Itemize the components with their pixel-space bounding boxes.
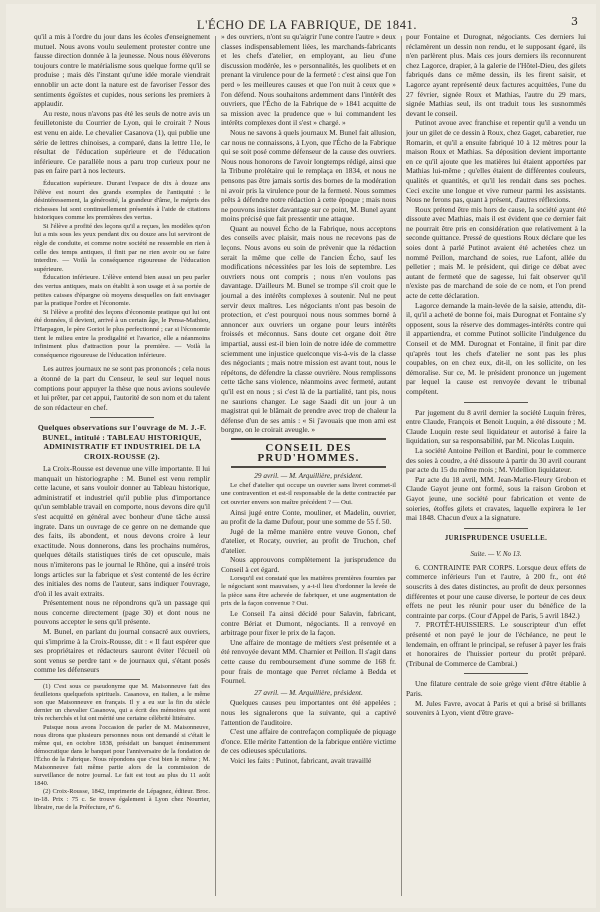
paragraph: pour Fontaine et Durognat, négociants. Ces derniers lui réclamèrent un dessin non rendu, et le supposant égaré, ils n'en parlèrent plus. Mais ces jours derniers ils reconnurent chez Lagorce, drapier, à la galerie de l'Hôtel-Dieu, des gilets fabriqués dans ce même dessin, ils les firent saisir, et Lagorce ayant représenté deux factures acquittées, l'une du 27 février, signée Roux et Mathias, l'autre du 29 mars, signée Mathias seul, ils ont traduit tous les susnommés devant le conseil. xyxy=(406,32,586,118)
paragraph: 7. PROTÊT-HUISSIERS. Le souscripteur d'un effet présenté et non payé le jour de l'échéance, ne peut le lendemain, en offrant le principal, se refuser à payer les frais et honoraires de l'huissier porteur du protêt préparé. (Tribunal de Commerce de Cambrai.) xyxy=(406,620,586,668)
section-divider xyxy=(90,417,153,418)
paragraph: Putinot avoue avec franchise et repentir qu'il a vendu un jour un gilet de ce dessin à Roux, chez Gaget, cabaretier, rue Romarin, et qu'il a ensuite fabriqué 10 à 12 mètres pour la maison Roux et Mathias. Sa déposition devient importante en ce qu'il ajoute que les matières lui étaient apportées par Mathias lui-même ; qu'elles étaient de différentes couleurs, qualités et quantités, et qu'il les rendait dans ses poches. Ceci excite une longue et vive rumeur parmi les assistants. Nous ne ferons pas, quant à présent, d'autres réflexions. xyxy=(406,118,586,205)
paragraph: Voici les faits : Putinot, fabricant, avait travaillé xyxy=(230,755,372,765)
paragraph: Éducation supérieure. Durant l'espace de dix à douze ans l'élève est nourri des grands exemples de l'antiquité : le désintéressement, la générosité, la grandeur d'âme, le mépris des richesses lui sont continuellement présentés à l'aide de citations historiques comme les premières des vertus. xyxy=(34,179,210,222)
paragraph: Une affaire de montage de métiers s'est présentée et a été renvoyée devant MM. Charnier et Peillon. Il s'agit dans cette cause du remboursement d'une somme de 168 fr. pour frais de montage que Perret réclame à Bedda et Fournel. xyxy=(221,637,396,686)
section-subtitle: Suite. — V. No 13. xyxy=(470,550,522,559)
footnote: (1) C'est sous ce pseudonyme que M. Maisonneuve fait des feuilletons quelquefois spirituels. Casanova, en italien, a le même son que Maisonneuve en français. Il y a eu sur la fin du siècle dernier un chevalier Casanova, qui a écrit des mémoires qui sont très recherchés et lui ont mérité une certaine célébrité littéraire. xyxy=(34,683,210,723)
paragraph: Quant au nouvel Écho de la Fabrique, nous acceptons des conseils avec plaisir, mais nous ne recevons pas de leçons. Nous avons eu soin de prévenir que la rédaction serait la même que celle de l'ancien Écho, sauf les modifications nécessitées par les lois de septembre. Les ouvriers nous ont compris ; nous n'en voulons pas davantage. D'ailleurs M. Bunel se trompe s'il croit que le journal a des intérêts complexes à soutenir. Nul ne peut servir deux maîtres. Les négociants n'ont pas besoin de protection, et c'est pourquoi nous nous sommes borné à annoncer aux ouvriers un organe pour leurs intérêts froissés et méconnus. Sans doute cet organe doit être impartial, aussi est-il bien loin de notre idée de commettre sciemment une injustice quelconque vis-à-vis de la classe des négociants ; mais notre mission est avant tout, nous le répétons, de défendre la classe ouvrière. Nous remplissons cette tâche sans violence, néanmoins avec fermeté, autant qu'il est en nous ; si c'est là de la partialité, tant pis, nous ne saurions changer. Le sage Saadi dit un jour à un magistrat qui le blâmait de prendre avec trop de chaleur la défense d'un de ses amis : « Si j'avouais que mon ami est borgne, on le croirait aveugle. » xyxy=(221,223,396,435)
paragraph: Éducation inférieure. L'élève entend bien aussi un peu parler des vertus antiques, mais on établit à son usage et à sa portée de petites caisses d'épargne où moyens desquelles on fait envisager par la pratique l'ordre et l'économie. xyxy=(34,274,210,308)
paragraph: 6. CONTRAINTE PAR CORPS. Lorsque deux effets de commerce inférieurs l'un et l'autre, à 200 fr., ont été souscrits à des dates distinctes, au profit de deux personnes différentes et pour une cause diverse, le porteur de ces deux effets ne peut les réunir pour user du bénéfice de la contrainte par corps. (Cour d'Appel de Paris, 5 avril 1842.) xyxy=(406,562,586,620)
paragraph: Lorsqu'il est constaté que les matières premières fournies par le négociant sont mauvaises, y a-t-il lieu d'ordonner la levée de la pièce sans être achevée de fabriquer, et une augmentation de prix de la façon convenue ? Oui. xyxy=(221,574,396,608)
paragraph: Le chef d'atelier qui occupe un ouvrier sans livret commet-il une contravention et est-il responsable de la dette contractée par cet ouvrier envers son maître précédent ? — Oui. xyxy=(221,481,396,506)
article-heading: Quelques observations sur l'ouvrage de M. J.-F. BUNEL, intitulé : TABLEAU HISTORIQUE, ADMINISTRATIF ET INDUSTRIEL DE LA CROIX-ROUSSE (2). xyxy=(37,423,207,461)
paragraph: M. Jules Favre, avocat à Paris et qui a brisé si brillants souvenirs à Lyon, vient d'être grave- xyxy=(406,698,586,718)
section-divider xyxy=(464,528,529,529)
paragraph: Les autres journaux ne se sont pas prononcés ; cela nous a étonné de la part du Censeur, le seul sur lequel nous comptions pour appuyer la thèse que nous avions soulevée et lui prêter, par cet appui, l'autorité de son nom et du talent de son rédacteur en chef. xyxy=(34,364,210,412)
newspaper-page xyxy=(6,4,596,908)
newspaper-title: L'ÉCHO DE LA FABRIQUE, DE 1841. xyxy=(196,18,418,32)
paragraph: Le Conseil l'a ainsi décidé pour Salavin, fabricant, contre Bériat et Dumont, négociants. Il a renvoyé en arbitrage pour fixer le prix de la façon. xyxy=(221,609,396,638)
session-date: 27 avril. — M. Arquillière, président. xyxy=(254,687,363,697)
footnote: Puisque nous avons l'occasion de parler de M. Maisonneuve, nous dirons que plusieurs personnes nous ont demandé si c'était le même qui, en octobre 1838, présidait un banquet éminemment démocratique dans le banquet pour l'anniversaire de la fondation de l'Écho de la Fabrique. Nous répondons que c'est bien le même ; M. Maisonneuve fait même partie alors de la commission de surveillance de notre journal. Le fait est tout au plus du 11 août 1840. xyxy=(34,723,210,788)
paragraph: C'est une affaire de contrefaçon compliquée de piquage d'once. Elle mérite l'attention de la fabrique entière victime de ces odieuses spéculations. xyxy=(221,727,396,756)
column-1 xyxy=(34,32,210,904)
paragraph: » des ouvriers, n'ont su qu'aigrir l'une contre l'autre » deux classes indispensablement liées, les marchands-fabricants et les chefs d'atelier, en employant, au lieu d'une discussion modérée, les » personnalités, les quolibets et en prenant la virulence pour de la fermeté : c'est ainsi que l'on perd » les meilleures causes et que l'on nuit à ceux que » l'on défend. Nous souhaitons ardemment dans l'intérêt des ouvriers, que l'Écho de la Fabrique de » 1841 acquitte de sa mission avec la prudence que » lui commandent les intérêts complexes dont il s'est » chargé. » xyxy=(221,32,396,128)
column-2 xyxy=(221,32,396,904)
paragraph: Au reste, nous n'avons pas été les seuls de notre avis un feuilletoniste du Courrier de Lyon, qui le croirait ? Nous est venu en aide. Le chevalier Casanova (1), qui publie une série de lettres chinoises, a comparé, dans la lettre 11e, le résultat de l'éducation supérieure et de l'éducation inférieure. Ce parallèle nous a paru trop curieux pour ne pas en faire part à nos lecteurs. xyxy=(34,108,210,176)
footnote: (2) Croix-Rousse, 1842, imprimerie de Lépagnez, éditeur. Broc. in-18. Prix : 75 c. Se trouve également à Lyon chez Nourrier, libraire, rue de la Préfecture, n° 6. xyxy=(34,788,210,812)
paragraph: Roux prétend être mis hors de cause, la société ayant été dissoute avec Mathias, mais il est évident que ce dernier fait ne pourrait être pris en considération que relativement à la seconde quittance. Pressé de questions Roux déclare que les soies dont à parlé Putinot avaient été achetées chez un nommé Peillon, marchand de soies, rue Lafont, allée du pelletier ; mais M. le président, qui dirige ce débat avec autant de fermeté que de sagesse, lui fait observer qu'il n'existe pas de marchand de soie de ce nom, et l'on prend acte de cette déclaration. xyxy=(406,204,586,301)
paragraph: Par acte du 18 avril, MM. Jean-Marie-Fleury Grobon et Claude Gayot jeune ont formé, sous la raison Grobon et Gayot jeune, une société pour fabrication et vente de soieries, étoffes gilets et cravates, laquelle expirera le 1er mai 1848. Chacun d'eux a la signature. xyxy=(406,474,586,523)
section-divider xyxy=(231,438,386,440)
session-date: 29 avril. — M. Arquillière, président. xyxy=(254,471,363,481)
paragraph: La Croix-Rousse est devenue une ville importante. Il lui manquait un historiographe : M. Bunel est venu remplir cette lacune, et sans vouloir donner au Tableau historique, administratif et industriel qu'il publie plus d'importance qu'un semblable travail en comporte, nous devons dire qu'il s'est acquitté en général avec bonheur d'une tâche aussi ingrate. Dans un ouvrage de ce genre on ne demande que des faits, ils abondent, et nous devons croire à leur exactitude. Nous donnerons, dans les prochains numéros, quelques détails statistiques tirés de cet opuscule, mais nous n'imiterons pas le journal le Rhône, qui a inséré trois longs articles sur la fabrique et s'est contenté de les écrire des initiales des noms de l'auteur, sans indiquer l'ouvrage, d'où il les avait extraits. xyxy=(34,463,210,598)
running-head xyxy=(36,14,578,34)
section-divider xyxy=(231,466,386,468)
paragraph: Présentement nous ne répondrons qu'à un passage qui nous concerne directement (page 30) et dont nous ne pouvons accepter le sens qu'il présente. xyxy=(34,598,210,627)
column-rule xyxy=(215,36,216,896)
paragraph: Nous approuvons complètement la jurisprudence du Conseil à cet égard. xyxy=(221,555,396,575)
paragraph: Jugé de la même manière entre veuve Gonon, chef d'atelier, et Rocaty, ouvrier, au profit de Truchon, chef d'atelier. xyxy=(221,526,396,555)
column-rule xyxy=(401,36,402,896)
section-title: JURISPRUDENCE USUELLE. xyxy=(444,534,548,542)
paragraph: Ainsi jugé entre Conte, mouliner, et Madelin, ouvrier, au profit de la dame Dufour, pour une somme de 55 f. 50. xyxy=(221,507,396,527)
paragraph: Nous ne savons à quels journaux M. Bunel fait allusion, car nous ne connaissons, à Lyon, que l'Écho de la Fabrique qui se soit posé comme défenseur de la cause des ouvriers. Nous nous honorons de l'avoir longtemps rédigé, ainsi que la Tribune prolétaire qui le remplaça en 1834, et nous ne pensons pas être jamais sortis des bornes de la modération ni avoir pris la virulence pour de la fermeté. Nous sommes prêts à défendre notre rédaction à cette époque ; mais nous ne pouvons insister davantage sur ce point, M. Bunel ayant moins précisé que fait pressentir une attaque. xyxy=(221,127,396,224)
paragraph: M. Bunel, en parlant du journal consacré aux ouvriers, qui s'imprime à la Croix-Rousse, dit : « Il faut espérer que ses propriétaires et rédacteurs sauront éviter l'écueil où sont venus se perdre tant » de journaux qui, s'étant posés comme les défenseurs xyxy=(34,627,210,675)
paragraph: Quelques causes peu importantes ont été appelées ; nous les signalerons que la suivante, qui a captivé l'attention de l'auditoire. xyxy=(221,698,396,727)
section-divider xyxy=(464,673,529,674)
paragraph: Si l'élève a profité des leçons d'économie pratique qui lui ont été données, il devient, arrivé à un certain âge, le Pensa-Mathieu, l'Harpagon, le père Goriot le plus perfectionné ; car si l'économie tient le milieu entre la prodigalité et l'avarice, elle a néanmoins infiniment plus d'attraction pour la première. — Voilà la conséquence rigoureuse de l'éducation inférieure. xyxy=(34,308,210,359)
section-title: CONSEIL DES PRUD'HOMMES. xyxy=(257,441,360,464)
paragraph: Lagorce demande la main-levée de la saisie, attendu, dit-il, qu'il a acheté de bonne foi, mais Durognat et Fontaine s'y opposent, sous la réserve des dommages-intérêts contre qui il appartiendra, et comme Putinot sollicite l'indulgence du Conseil et de MM. Durognat et Fontaine, il finit par dire qu'après tout les chefs d'atelier ne sont pas les plus coupables, on en chez eux, dit-il, on les sollicite, on les démoralise. Sur ce, M. le président prononce un jugement par lequel la cause est renvoyée devant le tribunal compétent. xyxy=(406,300,586,396)
paragraph: Si l'élève a profité des leçons qu'il a reçues, les modèles qu'on lui a mis sous les yeux pendant dix ou douze ans lui serviront de règle de conduite, et comme notre société ne ressemble en rien à celle des temps antiques, il finit par ne rien avoir ou se faire interdire. — Voilà la conséquence rigoureuse de l'éducation supérieure. xyxy=(34,222,210,273)
footnote-divider xyxy=(34,679,140,680)
paragraph: Une filature centrale de soie grège vient d'être établie à Paris. xyxy=(406,679,586,698)
column-3 xyxy=(406,32,586,904)
paragraph: Par jugement du 8 avril dernier la société Luquin frères, entre Claude, François et Benoit Luquin, a été dissoute ; M. Claude Luquin reste seul liquidateur et autorisé à faire la liquidation, sur sa responsabilité, par M. Nicolas Luquin. xyxy=(406,407,586,446)
page-number: 3 xyxy=(571,15,578,28)
paragraph: La société Antoine Peillon et Bardini, pour le commerce des soies à coudre, a été dissoute à partir du 30 avril courant par acte du 15 du même mois ; M. Videllion liquidateur. xyxy=(406,445,586,475)
section-divider xyxy=(464,402,529,403)
paragraph: qu'il a mis à l'ordre du jour dans les écoles d'enseignement mutuel. Nous avons voulu seulement protester contre une fausse direction donnée à la jeunesse. Nous nous élèverons toujours contre le matérialisme sous quelque forme qu'il se produise ; mais dès l'instant qu'une idée morale viendrait ennoblir un acte dont la nature est de favoriser l'essor des sentiments égoïstes et cupides, nous serions les premiers à applaudir. xyxy=(34,32,210,109)
